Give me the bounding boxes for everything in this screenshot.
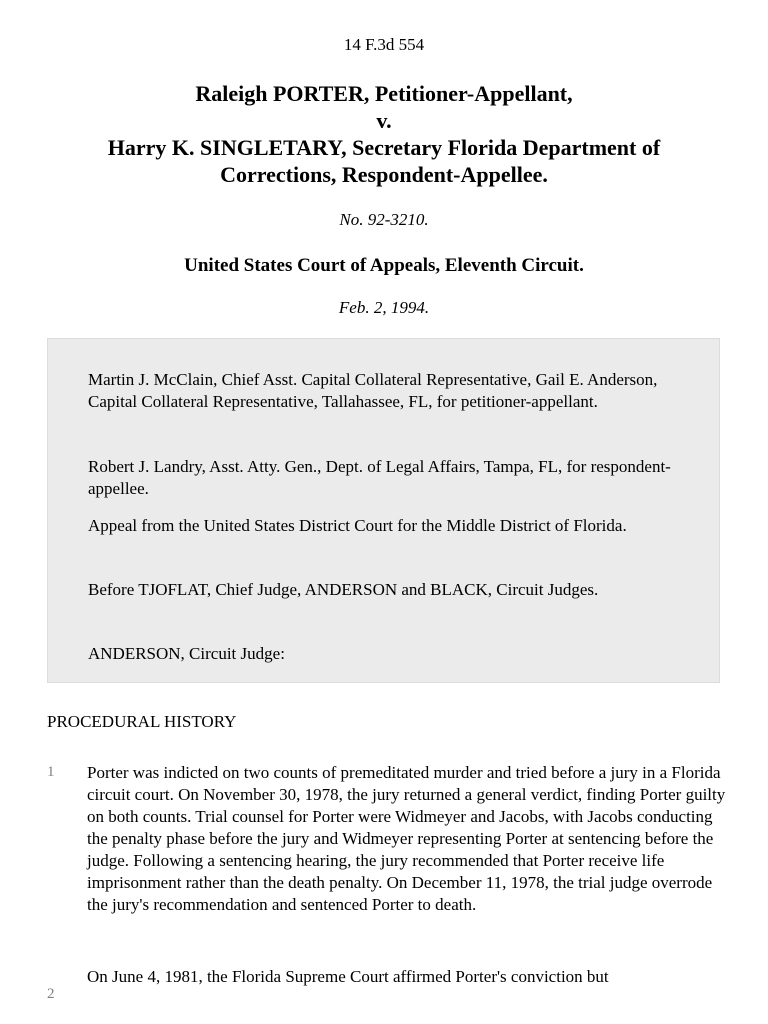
- citation: 14 F.3d 554: [343, 35, 425, 54]
- court-name: United States Court of Appeals, Eleventh Circuit.: [184, 255, 584, 276]
- paragraph-text: On June 4, 1981, the Florida Supreme Court affirmed Porter's conviction but: [87, 967, 609, 986]
- appellee-name-line2: Corrections, Respondent-Appellee.: [220, 162, 548, 187]
- case-caption: [40, 80, 728, 188]
- counsel-appellee: Robert J. Landry, Asst. Atty. Gen., Dept. of Legal Affairs, Tampa, FL, for respondent-appellee.: [88, 457, 671, 498]
- appellant-name: Raleigh PORTER, Petitioner-Appellant,: [195, 81, 573, 106]
- paragraph-text: Porter was indicted on two counts of premeditated murder and tried before a jury in a Florida circuit court. On November 30, 1978, the jury returned a general verdict, finding Porter guilty on both counts. Trial counsel for Porter were Widmeyer and Jacobs, with Jacobs conducting the penalty phase before the jury and Widmeyer representing Porter at sentencing before the judge. Following a sentencing hearing, the jury recommended that Porter receive life imprisonment rather than the death penalty. On December 11, 1978, the trial judge overrode the jury's recommendation and sentenced Porter to death.: [87, 763, 726, 914]
- paragraph-number: 1: [47, 764, 55, 780]
- counsel-appellant: Martin J. McClain, Chief Asst. Capital Collateral Representative, Gail E. Anderson, Capital Collateral Representative, Tallahassee, FL, for petitioner-appellant.: [88, 370, 658, 411]
- decision-date: Feb. 2, 1994.: [338, 298, 430, 317]
- paragraph-number: 2: [47, 986, 55, 1002]
- appeal-from: Appeal from the United States District Court for the Middle District of Florida.: [88, 516, 627, 535]
- docket-number: No. 92-3210.: [339, 210, 429, 229]
- section-title: PROCEDURAL HISTORY: [47, 712, 237, 731]
- panel: Before TJOFLAT, Chief Judge, ANDERSON and BLACK, Circuit Judges.: [88, 580, 599, 599]
- opinion-author: ANDERSON, Circuit Judge:: [88, 644, 285, 663]
- versus-label: v.: [376, 108, 392, 133]
- case-header-box: [47, 338, 720, 683]
- appellee-name-line1: Harry K. SINGLETARY, Secretary Florida Department of: [107, 135, 661, 160]
